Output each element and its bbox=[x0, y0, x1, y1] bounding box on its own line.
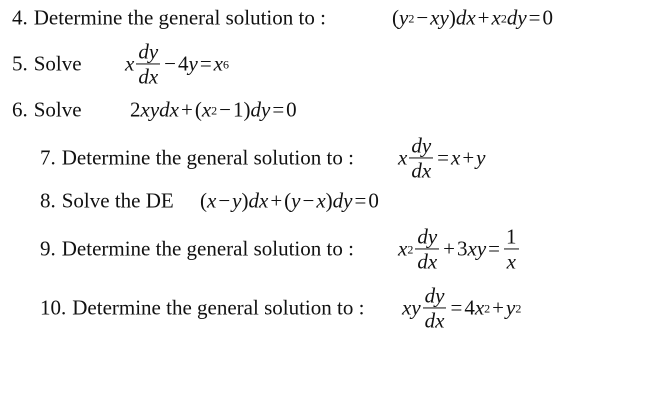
operator: = bbox=[272, 97, 285, 122]
var: x bbox=[316, 188, 326, 213]
problem-9-equation: x 2 $\frac{dy}{dx}$ + 3 xy = $\frac{1}{x}$ bbox=[398, 224, 517, 274]
problem-number: 9. bbox=[40, 236, 56, 261]
operator: + bbox=[477, 5, 490, 30]
var: dx bbox=[455, 5, 476, 30]
operator: + bbox=[492, 295, 504, 320]
problem-7-prompt bbox=[40, 146, 354, 171]
problem-10 bbox=[0, 283, 657, 333]
problem-text: Solve the DE bbox=[61, 188, 174, 213]
constant: 0 bbox=[286, 97, 297, 122]
operator: − bbox=[164, 51, 176, 76]
operator: = bbox=[354, 188, 367, 213]
operator: − bbox=[302, 188, 315, 213]
operator: + bbox=[180, 97, 193, 122]
problem-text: Determine the general solution to : bbox=[72, 295, 365, 320]
var: dy bbox=[332, 188, 353, 213]
problem-7-equation bbox=[398, 134, 486, 181]
var: xy bbox=[430, 5, 449, 30]
operator: − bbox=[219, 97, 231, 122]
problem-9-prompt bbox=[40, 237, 354, 262]
problem-number: 6. bbox=[12, 97, 28, 122]
var: xydx bbox=[140, 97, 179, 122]
var: y bbox=[506, 295, 516, 320]
paren: ( bbox=[392, 5, 399, 30]
numerator: dy bbox=[138, 39, 159, 64]
problem-number: 7. bbox=[40, 145, 56, 170]
problem-7 bbox=[0, 133, 657, 183]
var: x bbox=[451, 145, 461, 170]
var: x bbox=[398, 145, 408, 170]
operator: = bbox=[528, 5, 541, 30]
numerator: dy bbox=[411, 133, 432, 158]
problem-9 bbox=[0, 224, 657, 274]
operator: + bbox=[270, 188, 283, 213]
operator: = bbox=[450, 295, 463, 320]
paren: ( bbox=[194, 97, 202, 122]
constant: 0 bbox=[368, 188, 379, 213]
var: y bbox=[291, 188, 301, 213]
operator: = bbox=[199, 51, 212, 76]
problem-number: 10. bbox=[40, 295, 67, 320]
problem-number: 5. bbox=[12, 51, 28, 76]
denominator: dx bbox=[417, 249, 438, 274]
var: y bbox=[399, 5, 409, 30]
var: x bbox=[491, 5, 501, 30]
var: dy bbox=[250, 97, 271, 122]
problem-number: 8. bbox=[40, 188, 56, 213]
problem-8 bbox=[0, 188, 657, 213]
paren: ) bbox=[241, 188, 249, 213]
problem-10-equation: xy $\frac{dy}{dx}$ = 4 x 2 + y 2 bbox=[402, 283, 522, 333]
problem-text: Determine the general solution to : bbox=[61, 236, 354, 261]
var: x bbox=[207, 188, 217, 213]
var: x bbox=[398, 236, 408, 261]
var: x bbox=[213, 51, 223, 76]
paren: ( bbox=[284, 188, 292, 213]
fraction-dy-dx bbox=[423, 284, 447, 331]
problem-4-prompt bbox=[12, 6, 326, 31]
var: y bbox=[476, 145, 486, 170]
var: y bbox=[232, 188, 242, 213]
denominator: x bbox=[506, 249, 516, 274]
problem-text: Solve bbox=[33, 51, 82, 76]
problem-4 bbox=[0, 5, 657, 30]
denominator: dx bbox=[138, 64, 159, 89]
problem-number: 4. bbox=[12, 5, 28, 30]
operator: = bbox=[437, 145, 449, 170]
constant: 1 bbox=[232, 97, 244, 122]
fraction-dy-dx bbox=[409, 134, 433, 181]
denominator: dx bbox=[411, 158, 432, 183]
paren: ) bbox=[243, 97, 251, 122]
coefficient: 2 bbox=[130, 97, 141, 122]
var: x bbox=[474, 295, 485, 320]
var: x bbox=[201, 97, 212, 122]
fraction-dy-dx bbox=[136, 40, 160, 87]
operator: + bbox=[462, 145, 475, 170]
operator: − bbox=[416, 5, 429, 30]
problem-text: Determine the general solution to : bbox=[61, 145, 354, 170]
paren: ( bbox=[200, 188, 207, 213]
coefficient: 3 bbox=[457, 236, 468, 261]
paren: ) bbox=[448, 5, 456, 30]
problem-4-equation: ( y 2 − xy ) dx + x 2 dy = 0 bbox=[392, 5, 553, 30]
problem-6 bbox=[0, 97, 657, 122]
problem-5 bbox=[0, 39, 657, 89]
problem-text: Solve bbox=[33, 97, 82, 122]
coefficient: 4 bbox=[178, 51, 189, 76]
problem-6-prompt bbox=[12, 98, 82, 123]
var: dx bbox=[248, 188, 269, 213]
problem-8-equation bbox=[200, 189, 379, 214]
fraction-one-over-x bbox=[504, 225, 519, 272]
operator: = bbox=[488, 236, 500, 261]
var: dy bbox=[506, 5, 527, 30]
var: x bbox=[125, 51, 135, 76]
denominator: dx bbox=[424, 308, 445, 333]
problem-8-prompt bbox=[40, 189, 174, 214]
var: xy bbox=[467, 236, 487, 261]
operator: − bbox=[218, 188, 231, 213]
coefficient: 4 bbox=[464, 295, 475, 320]
constant: 0 bbox=[542, 5, 553, 30]
numerator: dy bbox=[424, 283, 445, 308]
problem-5-equation: x $\frac{dy}{dx}$ − 4 y = x 6 bbox=[125, 39, 229, 89]
problem-5-prompt bbox=[12, 52, 82, 77]
operator: + bbox=[443, 236, 455, 261]
numerator: dy bbox=[417, 224, 438, 249]
problem-6-equation: 2 xydx + ( x 2 − 1 ) dy = 0 bbox=[130, 97, 297, 122]
problem-text: Determine the general solution to : bbox=[33, 5, 326, 30]
var: xy bbox=[402, 295, 421, 320]
var: y bbox=[188, 51, 198, 76]
fraction-dy-dx bbox=[415, 225, 439, 272]
paren: ) bbox=[325, 188, 333, 213]
problem-10-prompt bbox=[40, 296, 364, 321]
numerator: 1 bbox=[506, 224, 517, 249]
